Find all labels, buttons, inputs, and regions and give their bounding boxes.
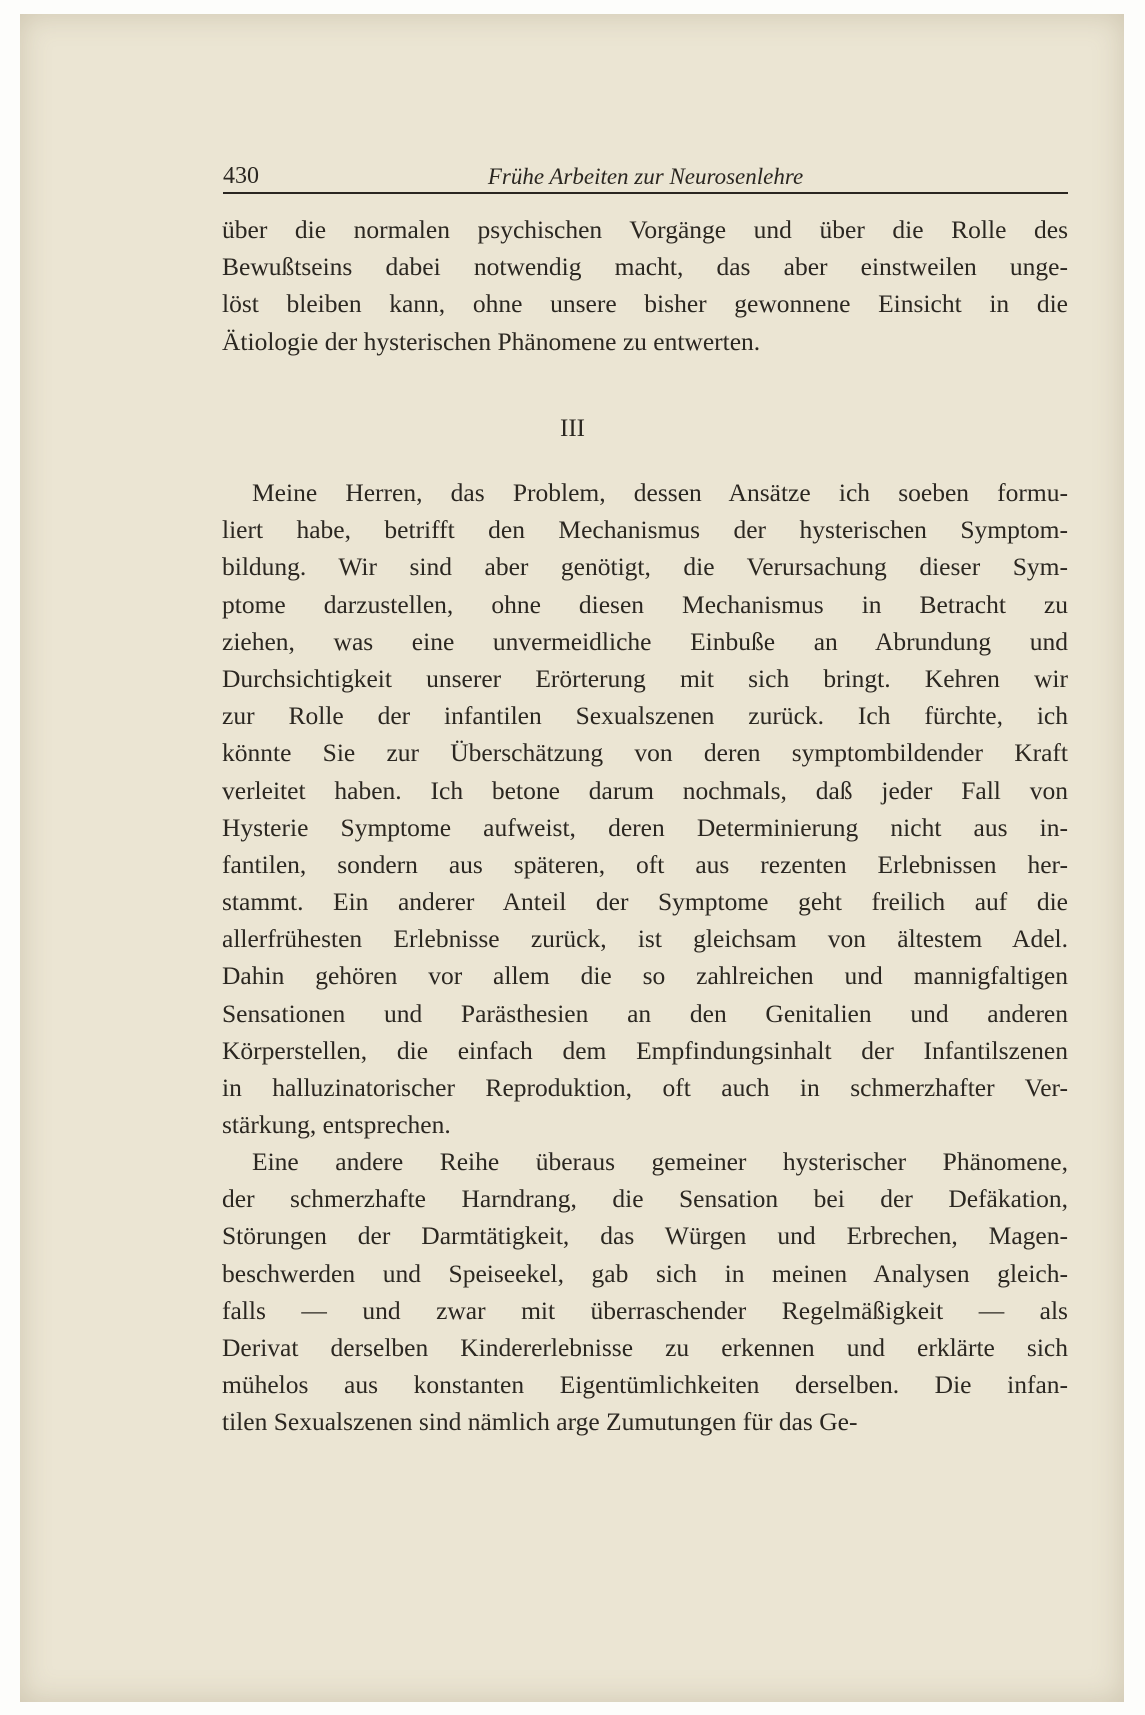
paragraph-2	[222, 474, 1068, 1143]
text-line: ziehen, was eine unvermeidliche Einbuße an Abrundung und	[222, 626, 1068, 656]
page-number: 430	[223, 163, 259, 189]
text-line: ptome darzustellen, ohne diesen Mechanismus in Betracht zu	[222, 589, 1068, 619]
text-line: Hysterie Symptome aufweist, deren Determinierung nicht aus in-	[222, 812, 1068, 842]
paragraph-1	[222, 211, 1068, 360]
running-title: Frühe Arbeiten zur Neurosenlehre	[487, 164, 804, 189]
text-line: in halluzinatorischer Reproduktion, oft auch in schmerzhafter Ver-	[222, 1073, 1068, 1102]
text-line: Störungen der Darmtätigkeit, das Würgen und Erbrechen, Magen-	[222, 1221, 1068, 1251]
text-line: Durchsichtigkeit unserer Erörterung mit sich bringt. Kehren wir	[222, 663, 1068, 693]
text-line: über die normalen psychischen Vorgänge und über die Rolle des	[222, 215, 1068, 244]
running-header	[223, 158, 1068, 194]
text-line: allerfrühesten Erlebnisse zurück, ist gleichsam von ältestem Adel.	[222, 924, 1068, 954]
text-line: bildung. Wir sind aber genötigt, die Verursachung dieser Sym-	[222, 552, 1068, 582]
text-line: fantilen, sondern aus späteren, oft aus rezenten Erlebnissen her-	[222, 849, 1068, 879]
text-line: Bewußtseins dabei notwendig macht, das aber einstweilen unge-	[222, 252, 1068, 282]
text-line: verleitet haben. Ich betone darum nochmals, daß jeder Fall von	[222, 775, 1068, 805]
text-line: tilen Sexualszenen sind nämlich arge Zumutungen für das Ge-	[222, 1407, 858, 1437]
text-line: Körperstellen, die einfach dem Empfindungsinhalt der Infantilszenen	[222, 1035, 1068, 1065]
text-line: stammt. Ein anderer Anteil der Symptome geht freilich auf die	[222, 887, 1068, 917]
text-line: Ätiologie der hysterischen Phänomene zu entwerten.	[222, 326, 761, 356]
text-line: Meine Herren, das Problem, dessen Ansätze ich soeben formu-	[252, 478, 1068, 507]
text-line: mühelos aus konstanten Eigentümlichkeiten derselben. Die infan-	[222, 1370, 1068, 1400]
text-line: Eine andere Reihe überaus gemeiner hysterischer Phänomene,	[252, 1147, 1068, 1176]
text-line: stärkung, entsprechen.	[222, 1110, 451, 1140]
section-heading: III	[560, 415, 585, 442]
text-line: Dahin gehören vor allem die so zahlreichen und mannigfaltigen	[222, 961, 1068, 991]
text-line: Sensationen und Parästhesien an den Genitalien und anderen	[222, 998, 1068, 1028]
text-line: löst bleiben kann, ohne unsere bisher gewonnene Einsicht in die	[222, 289, 1068, 319]
text-line: beschwerden und Speiseekel, gab sich in meinen Analysen gleich-	[222, 1258, 1068, 1288]
text-line: der schmerzhafte Harndrang, die Sensation bei der Defäkation,	[222, 1184, 1068, 1214]
text-line: falls — und zwar mit überraschender Regelmäßigkeit — als	[222, 1295, 1068, 1325]
text-line: zur Rolle der infantilen Sexualszenen zurück. Ich fürchte, ich	[222, 701, 1068, 731]
text-line: Derivat derselben Kindererlebnisse zu erkennen und erklärte sich	[222, 1332, 1068, 1362]
text-line: könnte Sie zur Überschätzung von deren symptombildender Kraft	[222, 738, 1068, 768]
text-line: liert habe, betrifft den Mechanismus der hysterischen Symptom-	[222, 515, 1068, 545]
paragraph-3	[222, 1143, 1068, 1441]
